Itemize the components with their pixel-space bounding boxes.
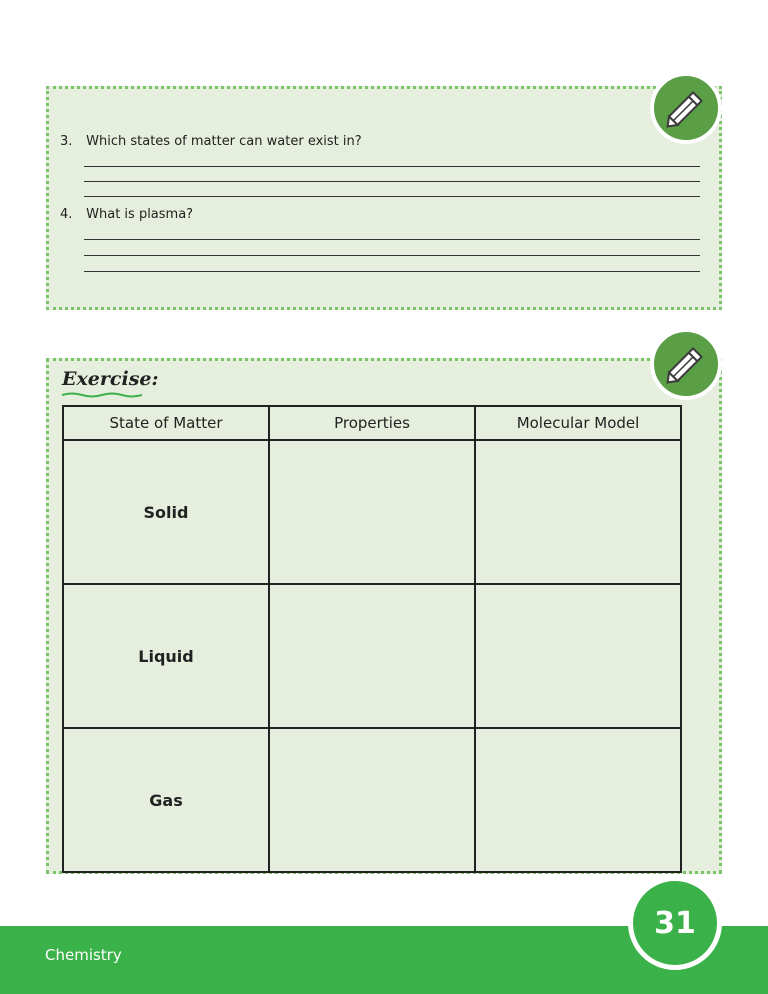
table-row bbox=[63, 440, 681, 584]
table-row bbox=[63, 728, 681, 872]
answer-line[interactable] bbox=[84, 271, 700, 272]
exercise-title: Exercise: bbox=[62, 368, 159, 390]
table-row bbox=[63, 584, 681, 728]
state-cell: Gas bbox=[63, 728, 269, 872]
pencil-icon bbox=[662, 84, 710, 132]
pencil-badge bbox=[650, 328, 722, 400]
question-3 bbox=[60, 134, 362, 149]
questions-panel bbox=[46, 86, 722, 310]
answer-line[interactable] bbox=[84, 255, 700, 256]
question-text: Which states of matter can water exist in? bbox=[86, 134, 362, 149]
question-text: What is plasma? bbox=[86, 207, 194, 222]
model-cell[interactable] bbox=[475, 440, 681, 584]
state-cell: Solid bbox=[63, 440, 269, 584]
states-table bbox=[62, 405, 682, 873]
table-header-row bbox=[63, 406, 681, 440]
properties-cell[interactable] bbox=[269, 440, 475, 584]
question-number: 3. bbox=[60, 134, 73, 149]
footer-subject: Chemistry bbox=[45, 946, 122, 964]
properties-cell[interactable] bbox=[269, 584, 475, 728]
pencil-icon bbox=[662, 340, 710, 388]
page-number-badge bbox=[628, 876, 722, 970]
answer-line[interactable] bbox=[84, 181, 700, 182]
column-header: Properties bbox=[269, 406, 475, 440]
question-number: 4. bbox=[60, 207, 73, 222]
column-header: State of Matter bbox=[63, 406, 269, 440]
pencil-badge bbox=[650, 72, 722, 144]
model-cell[interactable] bbox=[475, 728, 681, 872]
page-number: 31 bbox=[654, 905, 696, 941]
answer-line[interactable] bbox=[84, 196, 700, 197]
properties-cell[interactable] bbox=[269, 728, 475, 872]
title-underline bbox=[62, 392, 142, 398]
state-cell: Liquid bbox=[63, 584, 269, 728]
model-cell[interactable] bbox=[475, 584, 681, 728]
question-4 bbox=[60, 207, 193, 222]
answer-line[interactable] bbox=[84, 166, 700, 167]
answer-line[interactable] bbox=[84, 239, 700, 240]
column-header: Molecular Model bbox=[475, 406, 681, 440]
